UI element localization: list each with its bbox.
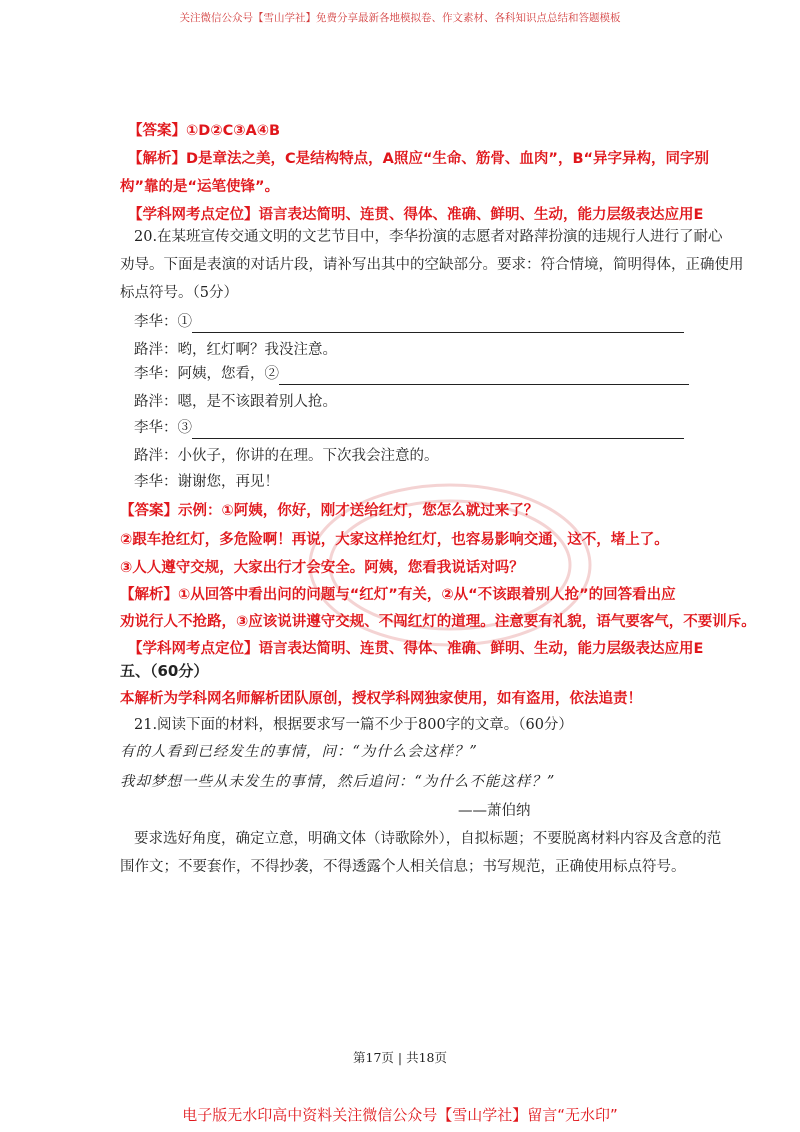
kp-tag: 【学科网考点定位】 (128, 641, 259, 657)
section-five-title: 五、（60分） (120, 662, 209, 680)
q19-analysis-line2: 构”靠的是“运笔使锋”。 (120, 179, 280, 195)
dialogue-text: 李华：③ (134, 420, 192, 436)
dialogue-line-3 (134, 363, 689, 385)
quote-line-1: 有的人看到已经发生的事情，问：“为什么会这样？” (120, 744, 478, 760)
q20-answer-line2: ②跟车抢红灯，多危险啊！再说，大家这样抢红灯，也容易影响交通，这不，堵上了。 (120, 532, 669, 548)
answer-text: 示例：①阿姨，你好，刚才送给红灯，您怎么就过来了？ (178, 503, 539, 519)
kp-text: 语言表达简明、连贯、得体、准确、鲜明、生动，能力层级表达应用E (258, 207, 704, 223)
dialogue-line-6: 路泮：小伙子，你讲的在理。下次我会注意的。 (134, 448, 439, 464)
q21-stem: 21.阅读下面的材料，根据要求写一篇不少于800字的文章。（60分） (134, 717, 573, 733)
analysis-tag: 【解析】 (120, 587, 178, 603)
q19-answer (128, 120, 280, 142)
analysis-tag: 【解析】 (128, 151, 186, 167)
answer-tag: 【答案】 (128, 123, 186, 139)
dialogue-line-7: 李华：谢谢您，再见！ (134, 474, 279, 490)
dialogue-text: 李华：阿姨，您看，② (134, 366, 279, 382)
copyright-notice: 本解析为学科网名师解析团队原创，授权学科网独家使用，如有盗用，依法追责！ (120, 691, 642, 707)
dialogue-line-4: 路泮：嗯，是不该跟着别人抢。 (134, 394, 337, 410)
q20-analysis-line2: 劝说行人不抢路，③应该说讲遵守交规、不闯红灯的道理。注意要有礼貌，语气要客气，不要训斥。 (120, 614, 756, 630)
analysis-text: D是章法之美，C是结构特点，A照应“生命、筋骨、血肉”，B“异字异构，同字别 (186, 151, 710, 167)
dialogue-line-2: 路泮：哟，红灯啊？我没注意。 (134, 342, 337, 358)
q19-knowledge-point (128, 204, 703, 226)
q21-requirement-line2: 围作文；不要套作，不得抄袭，不得透露个人相关信息；书写规范，正确使用标点符号。 (120, 859, 686, 875)
page-number: 第17页 | 共18页 (353, 1050, 447, 1065)
quote-line-2: 我却梦想一些从未发生的事情，然后追问：“为什么不能这样？” (120, 774, 556, 790)
q20-stem-line3: 标点符号。（5分） (120, 285, 238, 301)
answer-blank-1[interactable] (192, 318, 684, 333)
q20-stem-line1: 20.在某班宣传交通文明的文艺节目中，李华扮演的志愿者对路萍扮演的违规行人进行了耐心 (134, 229, 723, 245)
answer-text: ①D②C③A④B (186, 123, 281, 139)
analysis-text: ①从回答中看出问的问题与“红灯”有关，②从“不该跟着别人抢”的回答看出应 (178, 587, 676, 603)
q19-analysis-line1 (128, 148, 709, 170)
answer-blank-3[interactable] (192, 424, 684, 439)
answer-tag: 【答案】 (120, 503, 178, 519)
footer-promo: 电子版无水印高中资料关注微信公众号【雪山学社】留言“无水印” (182, 1106, 618, 1124)
page-header-notice: 关注微信公众号【雪山学社】免费分享最新各地模拟卷、作文素材、各科知识点总结和答题模板 (179, 12, 621, 24)
quote-attribution: ——萧伯纳 (458, 803, 531, 819)
q20-analysis-line1 (120, 584, 676, 606)
dialogue-text: 李华：① (134, 314, 192, 330)
dialogue-line-1 (134, 311, 684, 333)
kp-text: 语言表达简明、连贯、得体、准确、鲜明、生动，能力层级表达应用E (258, 641, 704, 657)
kp-tag: 【学科网考点定位】 (128, 207, 259, 223)
q21-requirement-line1: 要求选好角度，确定立意，明确文体（诗歌除外），自拟标题；不要脱离材料内容及含意的范 (134, 831, 722, 847)
q20-answer-line1 (120, 500, 538, 522)
q20-stem-line2: 劝导。下面是表演的对话片段，请补写出其中的空缺部分。要求：符合情境，简明得体，正确使用 (120, 257, 744, 273)
answer-blank-2[interactable] (279, 370, 689, 385)
dialogue-line-5 (134, 417, 684, 439)
q20-answer-line3: ③人人遵守交规，大家出行才会安全。阿姨，您看我说话对吗？ (120, 560, 524, 576)
q20-knowledge-point (128, 638, 703, 660)
